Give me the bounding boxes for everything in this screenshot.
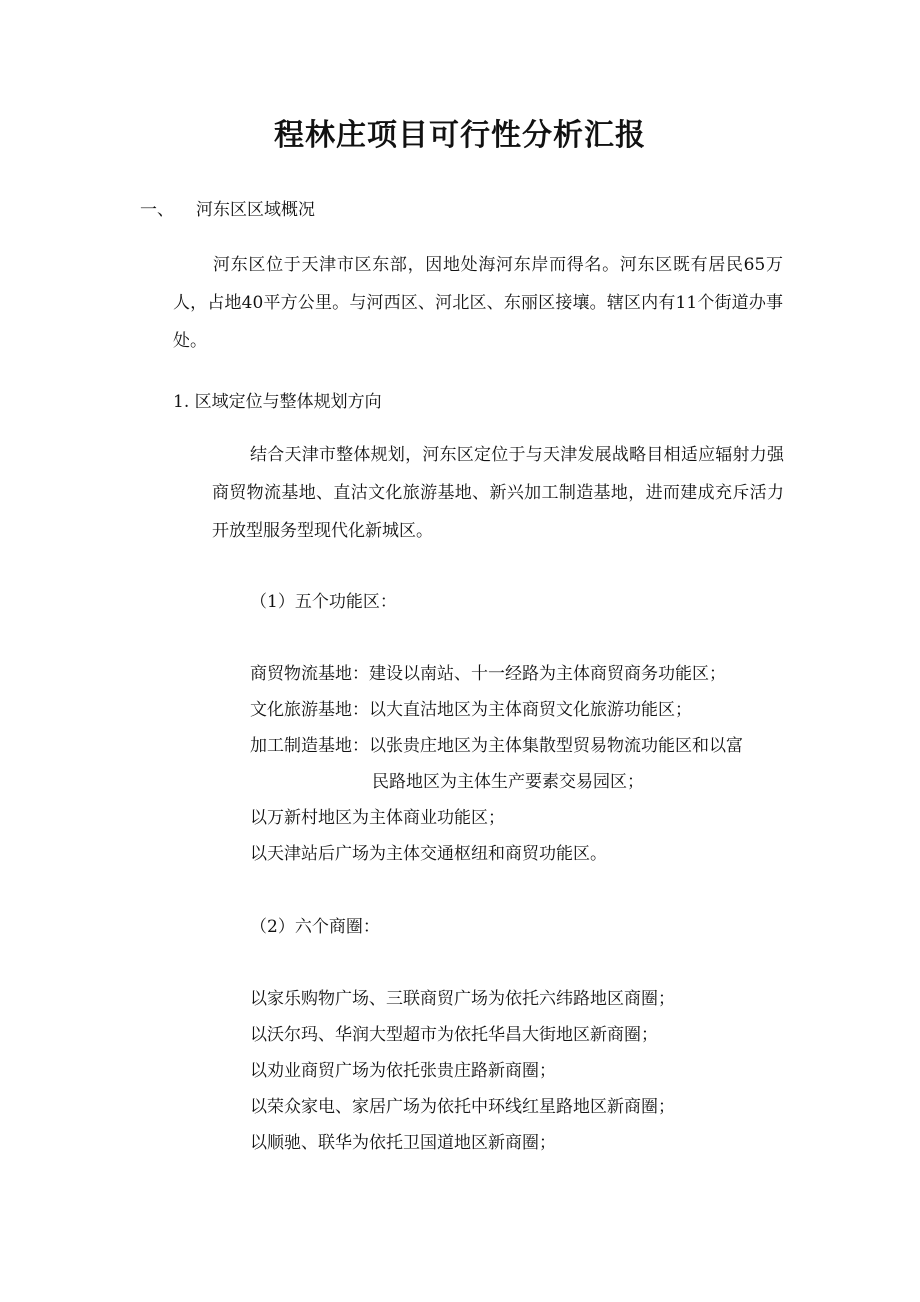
list-item: 以万新村地区为主体商业功能区； <box>250 808 505 828</box>
section-number: 一、 <box>140 200 174 220</box>
list-item: 以劝业商贸广场为依托张贵庄路新商圈； <box>250 1061 556 1081</box>
list-item-continuation: 民路地区为主体生产要素交易园区； <box>372 772 644 792</box>
functional-zones-heading: （1）五个功能区： <box>250 592 397 612</box>
list-item: 以沃尔玛、华润大型超市为依托华昌大街地区新商圈； <box>250 1025 658 1045</box>
intro-paragraph: 河东区位于天津市区东部，因地处海河东岸而得名。河东区既有居民65万人，占地40平方公里。与河西区、河北区、东丽区接壤。辖区内有11个街道办事处。 <box>173 255 783 351</box>
list-item: 以荣众家电、家居广场为依托中环线红星路地区新商圈； <box>250 1097 675 1117</box>
section-heading: 河东区区域概况 <box>196 200 315 220</box>
business-circles-heading: （2）六个商圈： <box>250 917 380 937</box>
list-item: 加工制造基地：以张贵庄地区为主体集散型贸易物流功能区和以富 <box>250 736 743 756</box>
document-title: 程林庄项目可行性分析汇报 <box>274 118 646 153</box>
list-item: 文化旅游基地：以大直沽地区为主体商贸文化旅游功能区； <box>250 700 692 720</box>
positioning-paragraph: 结合天津市整体规划，河东区定位于与天津发展战略目相适应辐射力强商贸物流基地、直沽文化旅游基地、新兴加工制造基地，进而建成充斥活力开放型服务型现代化新城区。 <box>212 445 784 541</box>
subsection-heading: 1. 区域定位与整体规划方向 <box>173 392 382 412</box>
list-item: 以家乐购物广场、三联商贸广场为依托六纬路地区商圈； <box>250 989 675 1009</box>
list-item: 以天津站后广场为主体交通枢纽和商贸功能区。 <box>250 844 607 864</box>
list-item: 以顺驰、联华为依托卫国道地区新商圈； <box>250 1133 556 1153</box>
list-item: 商贸物流基地：建设以南站、十一经路为主体商贸商务功能区； <box>250 664 726 684</box>
